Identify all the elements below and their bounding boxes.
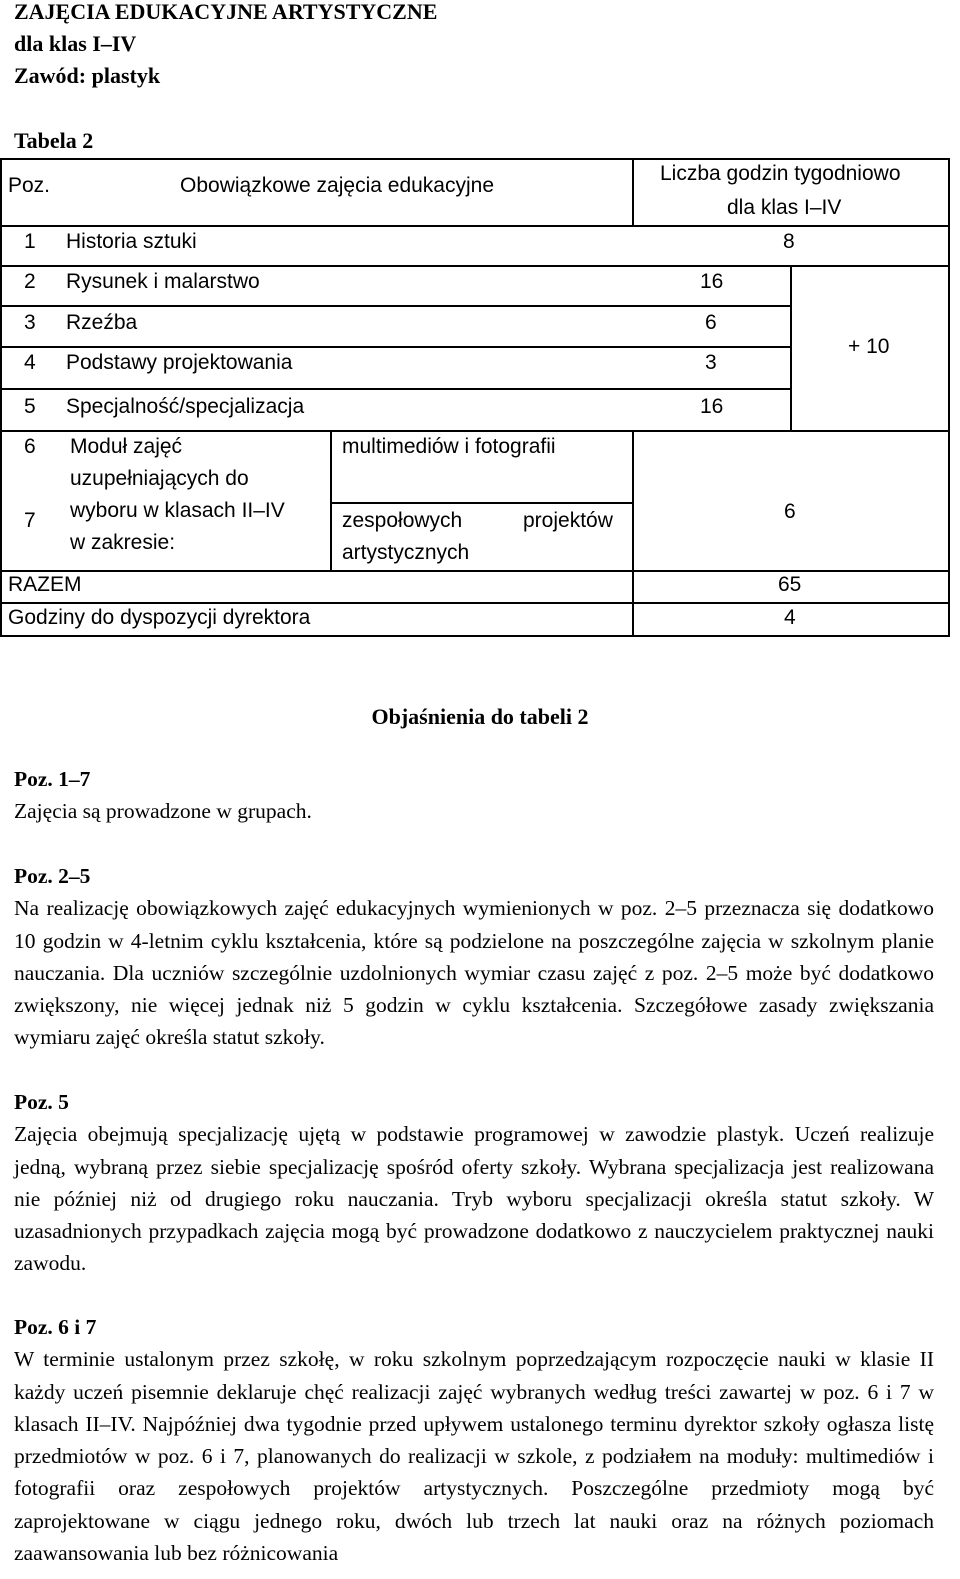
modul-label: w zakresie: [70, 531, 176, 554]
modul-option-projects: zespołowych [342, 509, 463, 532]
row-subject: Rzeźba [66, 311, 138, 334]
section-heading: Poz. 6 i 7 [14, 1315, 97, 1339]
doc-title-line3: Zawód: plastyk [14, 63, 161, 88]
table-caption: Tabela 2 [14, 128, 94, 153]
col-header-hours-line1: Liczba godzin tygodniowo [660, 162, 901, 185]
explanation-section [14, 763, 934, 828]
col-header-poz: Poz. [8, 174, 51, 197]
row-subject: Rysunek i malarstwo [66, 270, 260, 293]
row-poz-6: 6 [24, 435, 36, 458]
row-hours: 16 [700, 395, 724, 418]
section-text: Zajęcia są prowadzone w grupach. [14, 799, 312, 824]
doc-title-line2: dla klas I–IV [14, 31, 137, 56]
section-heading: Poz. 5 [14, 1090, 69, 1114]
director-hours-value: 4 [784, 606, 796, 629]
row-subject: Historia sztuki [66, 230, 197, 253]
row-subject: Specjalność/specjalizacja [66, 395, 305, 418]
modul-hours: 6 [784, 500, 796, 523]
row-hours: 3 [705, 351, 717, 374]
row-poz: 4 [24, 351, 36, 374]
modul-option-projects: projektów [523, 509, 613, 532]
explanation-section [14, 860, 934, 1054]
director-hours-label: Godziny do dyspozycji dyrektora [8, 606, 311, 629]
modul-label: wyboru w klasach II–IV [70, 499, 285, 522]
total-label: RAZEM [8, 573, 82, 596]
total-value: 65 [778, 573, 802, 596]
modul-option-multimedia: multimediów i fotografii [342, 435, 556, 458]
doc-title-line1: ZAJĘCIA EDUKACYJNE ARTYSTYCZNE [14, 0, 438, 24]
modul-option-projects: artystycznych [342, 541, 470, 564]
row-subject: Podstawy projektowania [66, 351, 293, 374]
row-poz: 2 [24, 270, 36, 293]
section-heading: Poz. 2–5 [14, 864, 91, 888]
section-text: W terminie ustalonym przez szkołę, w roku szkolnym poprzedzającym rozpoczęcie nauki w klasie II każdy uczeń pisemnie deklaruje chęć realizacji zajęć wybranych według treści zawartej w poz. 6 i 7 w klasach II–IV. Najpóźniej dwa tygodnie przed upływem ustalonego terminu dyrektor szkoły ogłasza listę przedmiotów w poz. 6 i 7, planowanych do realizacji w szkole, z podziałem na moduły: multimediów i fotografii oraz zespołowych projektów artystycznych. Poszczególne przedmioty mogą być zaprojektowane w ciągu jednego roku, dwóch lub trzech lat nauki oraz na różnych poziomach zaawansowania lub bez różnicowania [14, 1347, 934, 1566]
modul-label: uzupełniających do [70, 467, 249, 490]
explanation-section [14, 1086, 934, 1280]
row-poz: 1 [24, 230, 36, 253]
col-header-subject: Obowiązkowe zajęcia edukacyjne [180, 174, 495, 197]
extra-hours: + 10 [848, 335, 890, 358]
explanations-title: Objaśnienia do tabeli 2 [371, 704, 589, 729]
section-text: Na realizację obowiązkowych zajęć edukacyjnych wymienionych w poz. 2–5 przeznacza się dodatkowo 10 godzin w 4-letnim cyklu kształcenia, które są podzielone na poszczególne zajęcia w szkolnym planie nauczania. Dla uczniów szczególnie uzdolnionych wymiar czasu zajęć z poz. 2–5 może być dodatkowo zwiększony, nie więcej jednak niż 5 godzin w cyklu kształcenia. Szczegółowe zasady zwiększania wymiaru zajęć określa statut szkoły. [14, 896, 934, 1050]
section-heading: Poz. 1–7 [14, 767, 91, 791]
modul-label: Moduł zajęć [70, 435, 183, 458]
row-hours: 8 [783, 230, 795, 253]
row-poz-7: 7 [24, 509, 36, 532]
row-poz: 3 [24, 311, 36, 334]
explanation-section [14, 1311, 934, 1569]
row-hours: 16 [700, 270, 724, 293]
hours-table [0, 0, 960, 640]
section-text: Zajęcia obejmują specjalizację ujętą w podstawie programowej w zawodzie plastyk. Uczeń realizuje jedną, wybraną przez siebie specjalizację spośród oferty szkoły. Wybrana specjalizacja jest realizowana nie później niż od drugiego roku nauczania. Tryb wyboru specjalizacji określa statut szkoły. W uzasadnionych przypadkach zajęcia mogą być prowadzone dodatkowo z nauczycielem praktycznej nauki zawodu. [14, 1122, 934, 1276]
row-hours: 6 [705, 311, 717, 334]
row-poz: 5 [24, 395, 36, 418]
col-header-hours-line2: dla klas I–IV [727, 196, 842, 219]
